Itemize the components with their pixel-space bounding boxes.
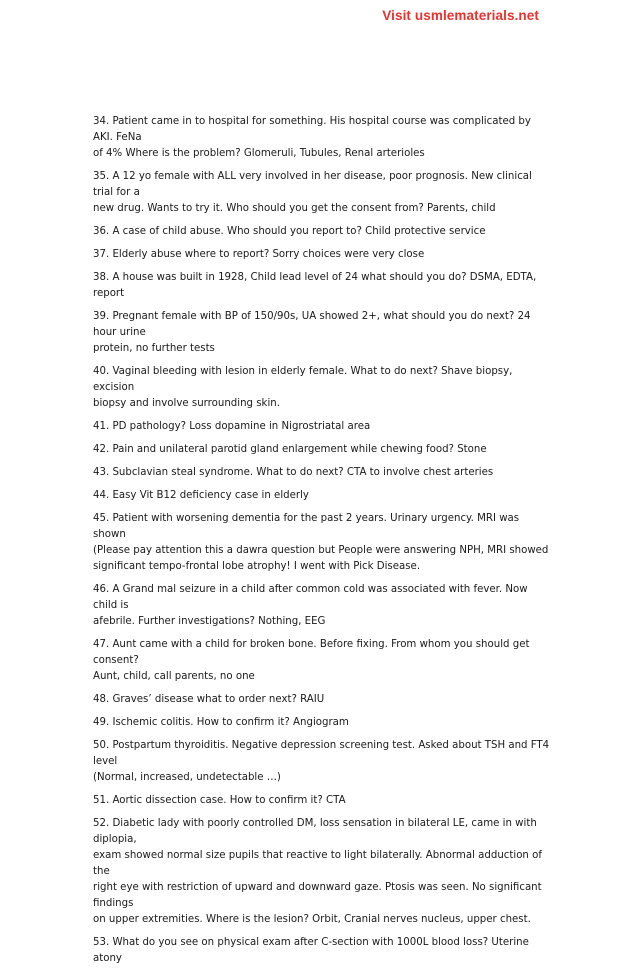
question-item-43: 43. Subclavian steal syndrome. What to do next? CTA to involve chest arteries (93, 467, 494, 478)
question-item-37: 37. Elderly abuse where to report? Sorry choices were very close (93, 249, 425, 260)
question-item-34: 34. Patient came in to hospital for something. His hospital course was complicated by AKI. FeNa of 4% Where is the problem? Glomeruli, Tubules, Renal arterioles (93, 116, 531, 159)
question-item-35: 35. A 12 yo female with ALL very involved in her disease, poor prognosis. New clinical trial for a new drug. Wants to try it. Who should you get the consent from? Parents, child (93, 171, 532, 214)
question-item-40: 40. Vaginal bleeding with lesion in elderly female. What to do next? Shave biopsy, excision biopsy and involve surrounding skin. (93, 366, 513, 409)
question-item-38: 38. A house was built in 1928, Child lead level of 24 what should you do? DSMA, EDTA, report (93, 272, 537, 299)
question-item-42: 42. Pain and unilateral parotid gland enlargement while chewing food? Stone (93, 444, 487, 455)
question-item-47: 47. Aunt came with a child for broken bone. Before fixing. From whom you should get consent? Aunt, child, call parents, no one (93, 639, 530, 682)
question-item-44: 44. Easy Vit B12 deficiency case in elderly (93, 490, 309, 501)
question-item-52: 52. Diabetic lady with poorly controlled DM, loss sensation in bilateral LE, came in with diplopia, exam showed normal size pupils that reactive to light bilaterally. Abnormal adduction of the right eye with restriction of upward and downward gaze. Ptosis was seen. No significant findings on upper extremities. Where is the lesion? Orbit, Cranial nerves nucleus, upper chest. (93, 818, 542, 925)
watermark-link: Visit usmlematerials.net (382, 8, 539, 23)
question-item-50: 50. Postpartum thyroiditis. Negative depression screening test. Asked about TSH and FT4 level (Normal, increased, undetectable …) (93, 740, 550, 783)
question-item-41: 41. PD pathology? Loss dopamine in Nigrostriatal area (93, 421, 371, 432)
question-item-46: 46. A Grand mal seizure in a child after common cold was associated with fever. Now child is afebrile. Further investigations? Nothing, EEG (93, 584, 528, 627)
question-item-45: 45. Patient with worsening dementia for the past 2 years. Urinary urgency. MRI was shown (Please pay attention this a dawra question but People were answering NPH, MRI showed significant tempo-frontal lobe atrophy! I went with Pick Disease. (93, 513, 549, 572)
question-item-48: 48. Graves’ disease what to order next? RAIU (93, 694, 325, 705)
question-list (93, 114, 553, 974)
question-item-39: 39. Pregnant female with BP of 150/90s, UA showed 2+, what should you do next? 24 hour urine protein, no further tests (93, 311, 531, 354)
question-item-49: 49. Ischemic colitis. How to confirm it? Angiogram (93, 717, 349, 728)
question-item-36: 36. A case of child abuse. Who should you report to? Child protective service (93, 226, 486, 237)
question-item-51: 51. Aortic dissection case. How to confirm it? CTA (93, 795, 346, 806)
question-item-53: 53. What do you see on physical exam after C-section with 1000L blood loss? Uterine atony (93, 937, 529, 964)
